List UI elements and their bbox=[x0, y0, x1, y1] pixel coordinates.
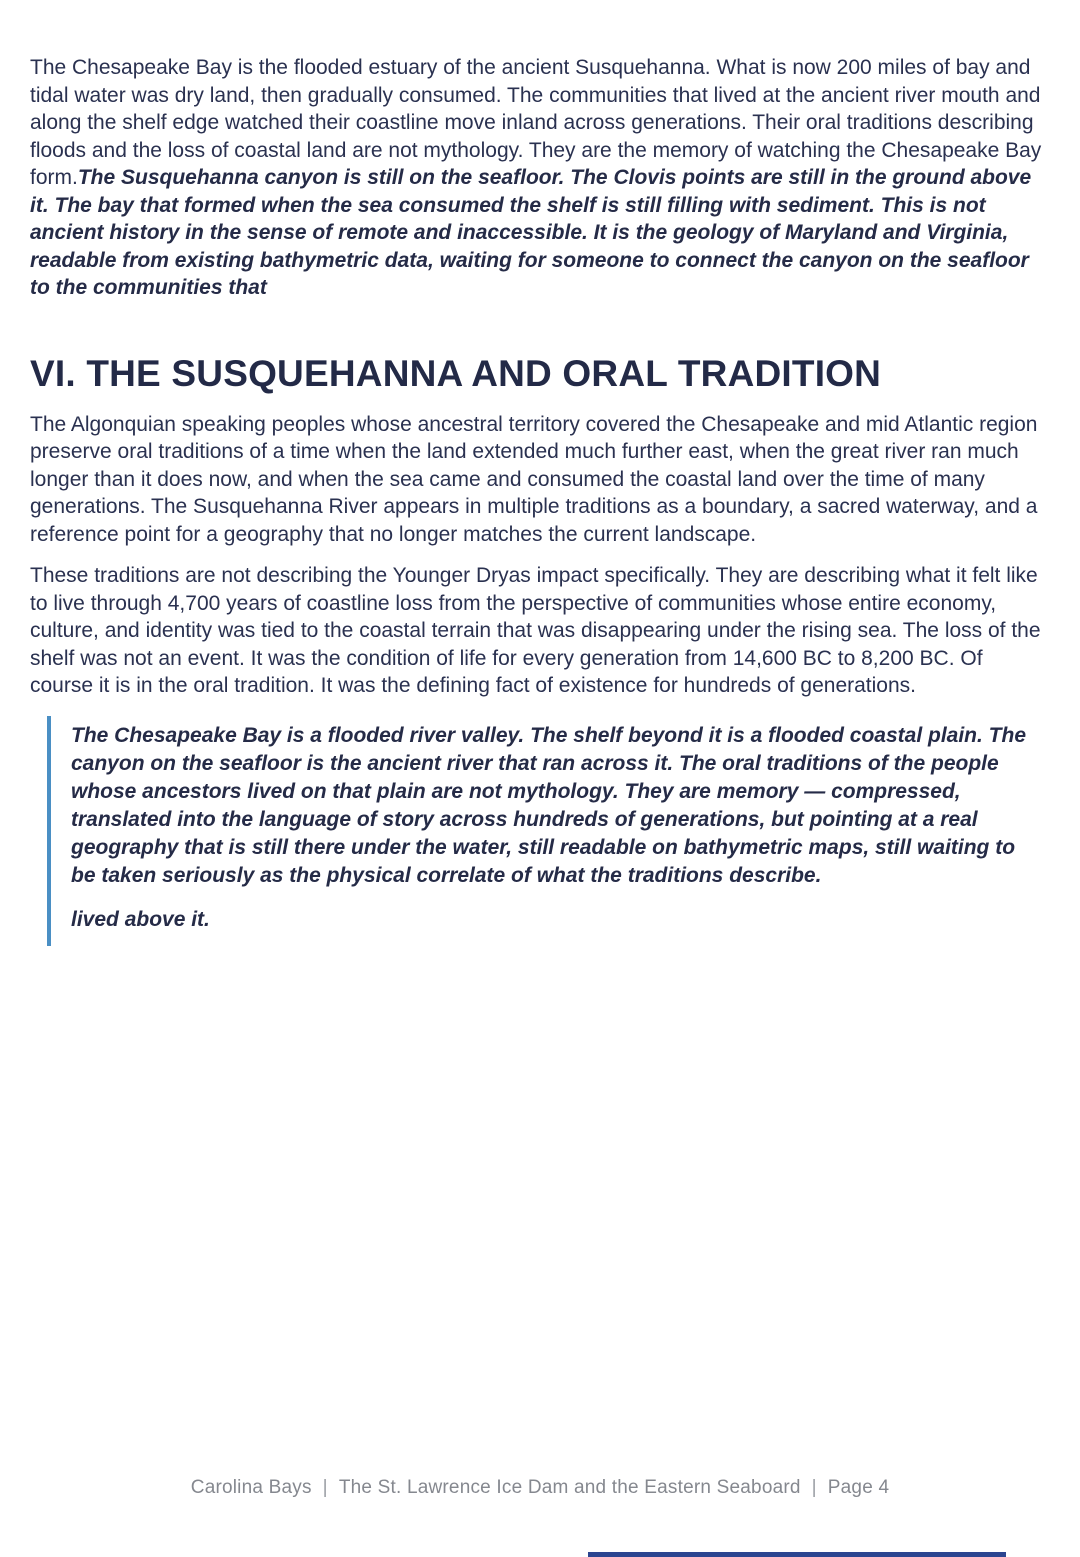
section-heading: VI. THE SUSQUEHANNA AND ORAL TRADITION bbox=[30, 352, 882, 394]
footer-separator-1: | bbox=[322, 1477, 328, 1498]
page-footer bbox=[0, 1477, 1080, 1499]
horizontal-scrollbar-thumb[interactable] bbox=[588, 1552, 1006, 1557]
footer-page-number: Page 4 bbox=[827, 1477, 890, 1498]
section-paragraph-1: The Algonquian speaking peoples whose ancestral territory covered the Chesapeake and mid Atlantic region preserve oral traditions of a time when the land extended much further east, when the great river ran much longer than it does now, and when the sea came and consumed the coastal land over the time of many generations. The Susquehanna River appears in multiple traditions as a boundary, a sacred waterway, and a reference point for a geography that no longer matches the current landscape. bbox=[30, 412, 1038, 546]
section-paragraph-2: These traditions are not describing the Younger Dryas impact specifically. They are describing what it felt like to live through 4,700 years of coastline loss from the perspective of communities whose entire economy, culture, and identity was tied to the coastal terrain that was disappearing under the rising sea. The loss of the shelf was not an event. It was the condition of life for every generation from 14,600 BC to 8,200 BC. Of course it is in the oral tradition. It was the defining fact of existence for hundreds of generations. bbox=[30, 564, 1041, 697]
footer-separator-2: | bbox=[811, 1477, 817, 1498]
footer-doc-title: Carolina Bays bbox=[190, 1477, 312, 1498]
footer-subtitle: The St. Lawrence Ice Dam and the Eastern Seaboard bbox=[338, 1477, 801, 1498]
intro-regular-text: The Chesapeake Bay is the flooded estuary of the ancient Susquehanna. What is now 200 miles of bay and tidal water was dry land, then gradually consumed. The communities that lived at the ancient river mouth and along the shelf edge watched their coastline move inland across generations. Their oral traditions describing floods and the loss of coastal land are not mythology. They are the memory of watching the Chesapeake Bay form. bbox=[30, 56, 1042, 189]
blockquote-paragraph-1: The Chesapeake Bay is a flooded river valley. The shelf beyond it is a flooded coastal plain. The canyon on the seafloor is the ancient river that ran across it. The oral traditions of the people whose ancestors lived on that plain are not mythology. They are memory — compressed, translated into the language of story across hundreds of generations, but pointing at a real geography that is still there under the water, still readable on bathymetric maps, still waiting to be taken seriously as the physical correlate of what the traditions describe. bbox=[71, 723, 1027, 887]
intro-emphasis-text: The Susquehanna canyon is still on the seafloor. The Clovis points are still in the ground above it. The bay that formed when the sea consumed the shelf is still filling with sediment. This is not ancient history in the sense of remote and inaccessible. It is the geology of Maryland and Virginia, readable from existing bathymetric data, waiting for someone to connect the canyon on the seafloor to the communities that bbox=[30, 166, 1032, 299]
intro-paragraph bbox=[30, 54, 1050, 302]
blockquote bbox=[47, 716, 1050, 946]
blockquote-paragraph-2: lived above it. bbox=[71, 907, 210, 931]
